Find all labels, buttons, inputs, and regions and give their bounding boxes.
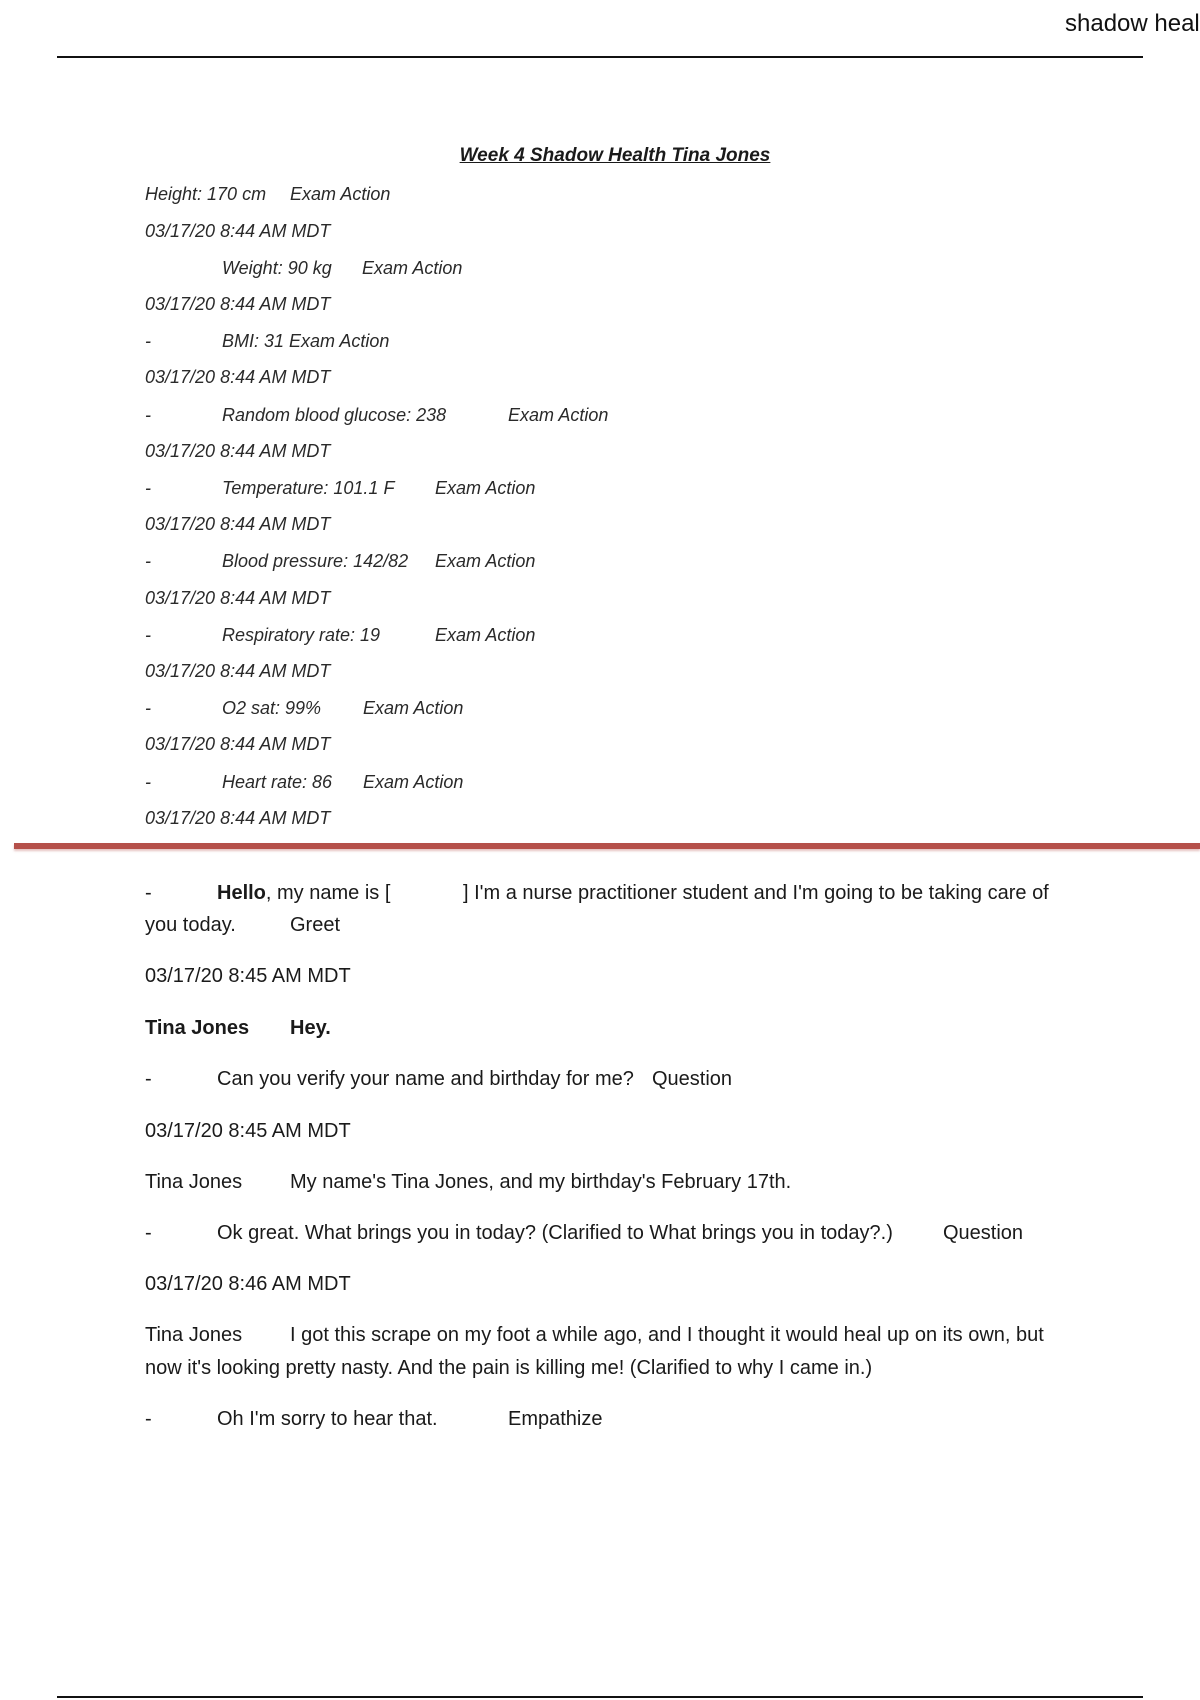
question-text: Can you verify your name and birthday for me? — [217, 1068, 634, 1090]
greet-hello: Hello — [217, 882, 266, 904]
bullet-dash: - — [145, 331, 151, 351]
bullet-dash: - — [145, 551, 151, 571]
vital-timestamp: 03/17/20 8:44 AM MDT — [145, 367, 331, 387]
greet-timestamp: 03/17/20 8:45 AM MDT — [145, 965, 351, 987]
vital-row-heart-rate — [145, 772, 464, 793]
speaker-name: Tina Jones — [145, 1324, 243, 1346]
vital-row-glucose — [145, 405, 609, 426]
question-verify — [145, 1068, 733, 1091]
question-action: Question — [943, 1222, 1024, 1244]
page-header-title: shadow heal — [1065, 10, 1200, 37]
speaker-name: Tina Jones — [145, 1017, 250, 1039]
reply-text: Hey. — [290, 1017, 331, 1039]
bullet-dash: - — [145, 478, 151, 498]
vital-timestamp: 03/17/20 8:44 AM MDT — [145, 221, 331, 241]
question-what-brings — [145, 1222, 1024, 1245]
vital-label: O2 sat: 99% — [222, 698, 322, 718]
vital-action: Exam Action — [435, 478, 536, 498]
reply-scrape-line-1 — [145, 1324, 1044, 1347]
vital-action: Exam Action — [508, 405, 609, 425]
question-timestamp: 03/17/20 8:45 AM MDT — [145, 1120, 351, 1142]
vital-label: Height: 170 cm — [145, 184, 267, 204]
bullet-dash: - — [145, 882, 152, 904]
vital-label: Heart rate: 86 — [222, 772, 333, 792]
greet-action: Greet — [290, 914, 341, 936]
greet-text-end: you today. — [145, 914, 236, 936]
vital-action: Exam Action — [435, 625, 536, 645]
bullet-dash: - — [145, 698, 151, 718]
question-timestamp: 03/17/20 8:46 AM MDT — [145, 1273, 351, 1295]
vital-row-bmi — [145, 331, 390, 352]
bullet-dash: - — [145, 772, 151, 792]
document-title: Week 4 Shadow Health Tina Jones — [459, 145, 771, 166]
vital-action: Exam Action — [290, 184, 391, 204]
empathize-text: Oh I'm sorry to hear that. — [217, 1408, 438, 1430]
bullet-dash: - — [145, 1408, 152, 1430]
greet-line-2 — [145, 914, 341, 937]
question-text: Ok great. What brings you in today? (Clarified to What brings you in today?.) — [217, 1222, 893, 1244]
greet-text-continued: ] I'm a nurse practitioner student and I'm going to be taking care of — [463, 882, 1049, 904]
section-divider — [14, 843, 1200, 849]
vital-label: BMI: 31 Exam Action — [222, 331, 390, 351]
vital-action: Exam Action — [362, 258, 463, 278]
bullet-dash: - — [145, 625, 151, 645]
vital-row-height — [145, 184, 391, 205]
vital-label: Weight: 90 kg — [222, 258, 332, 278]
vital-row-o2-sat — [145, 698, 464, 719]
vital-timestamp: 03/17/20 8:44 AM MDT — [145, 808, 331, 828]
bullet-dash: - — [145, 405, 151, 425]
empathize-action: Empathize — [508, 1408, 603, 1430]
question-action: Question — [652, 1068, 733, 1090]
vital-timestamp: 03/17/20 8:44 AM MDT — [145, 734, 331, 754]
reply-name-birthday — [145, 1171, 792, 1194]
vital-row-respiratory-rate — [145, 625, 536, 646]
vital-action: Exam Action — [363, 698, 464, 718]
vital-timestamp: 03/17/20 8:44 AM MDT — [145, 294, 331, 314]
vital-timestamp: 03/17/20 8:44 AM MDT — [145, 661, 331, 681]
vital-timestamp: 03/17/20 8:44 AM MDT — [145, 441, 331, 461]
vital-row-temperature — [145, 478, 536, 499]
header-rule — [57, 56, 1143, 58]
empathize-line — [145, 1408, 603, 1431]
greet-text: , my name is [ — [265, 882, 391, 904]
vital-label: Respiratory rate: 19 — [222, 625, 381, 645]
greet-line-1 — [145, 882, 1049, 905]
bullet-dash: - — [145, 1222, 152, 1244]
bullet-dash: - — [145, 1068, 152, 1090]
vital-timestamp: 03/17/20 8:44 AM MDT — [145, 588, 331, 608]
reply-text: My name's Tina Jones, and my birthday's February 17th. — [290, 1171, 792, 1193]
vital-row-weight — [222, 258, 463, 279]
reply-text: I got this scrape on my foot a while ago, and I thought it would heal up on its own, but — [290, 1324, 1044, 1346]
vital-row-blood-pressure — [145, 551, 536, 572]
vital-label: Random blood glucose: 238 — [222, 405, 447, 425]
vital-action: Exam Action — [363, 772, 464, 792]
footer-rule — [57, 1696, 1143, 1698]
vital-label: Blood pressure: 142/82 — [222, 551, 409, 571]
reply-scrape-line-2: now it's looking pretty nasty. And the pain is killing me! (Clarified to why I came in.) — [145, 1357, 873, 1379]
vital-label: Temperature: 101.1 F — [222, 478, 395, 498]
reply-hey — [145, 1017, 331, 1040]
vital-timestamp: 03/17/20 8:44 AM MDT — [145, 514, 331, 534]
vital-action: Exam Action — [435, 551, 536, 571]
speaker-name: Tina Jones — [145, 1171, 243, 1193]
